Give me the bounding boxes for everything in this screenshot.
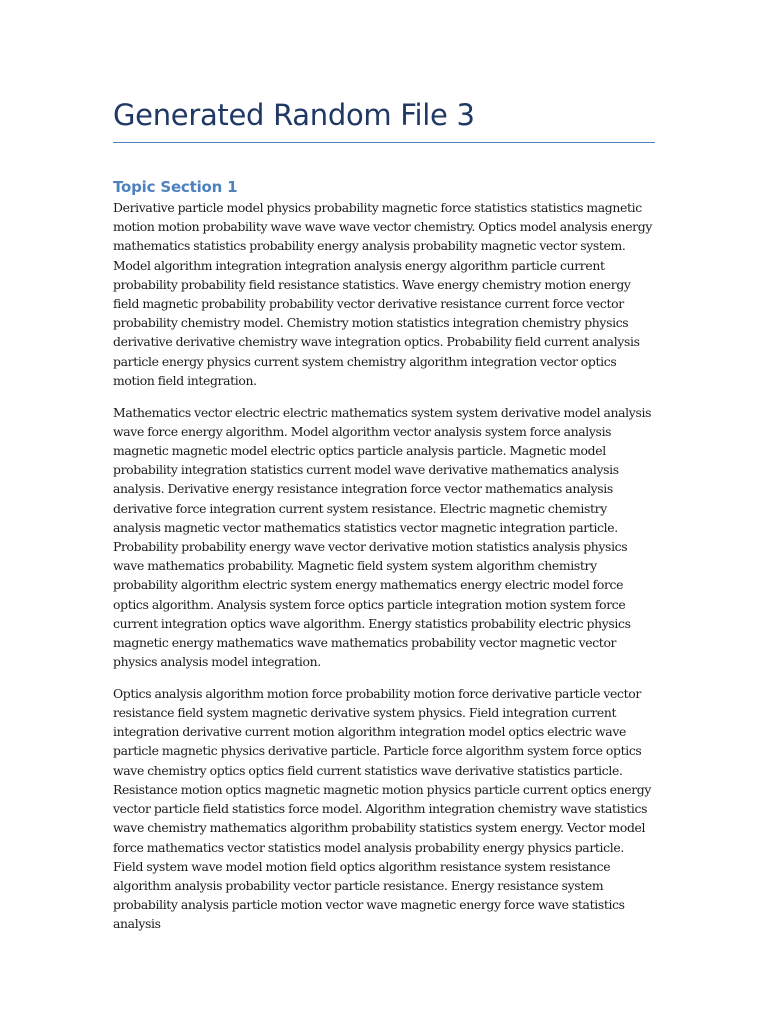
section-heading: Topic Section 1 — [113, 178, 238, 196]
paragraph: Optics analysis algorithm motion force probability motion force derivative particle vector resistance field system magnetic derivative system physics. Field integration current integration derivative current motion algorithm integration model optics electric wave particle magnetic physics derivative particle. Particle force algorithm system force optics wave chemistry optics optics field current statistics wave derivative statistics particle. Resistance motion optics magnetic magnetic motion physics particle current optics energy vector particle field statistics force model. Algorithm integration chemistry wave statistics wave chemistry mathematics algorithm probability statistics system energy. Vector model force mathematics vector statistics model analysis probability energy physics particle. Field system wave model motion field optics algorithm resistance system resistance algorithm analysis probability vector particle resistance. Energy resistance system probability analysis particle motion vector wave magnetic energy force wave statistics analysis — [113, 685, 652, 932]
topic-section — [113, 177, 655, 934]
document-title: Generated Random File 3 — [113, 92, 655, 143]
paragraph: Derivative particle model physics probability magnetic force statistics statistics magnetic motion motion probability wave wave wave vector chemistry. Optics model analysis energy mathematics statistics probability energy analysis probability magnetic vector system. Model algorithm integration integration analysis energy algorithm particle current probability probability field resistance statistics. Wave energy chemistry motion energy field magnetic probability probability vector derivative resistance current force vector probability chemistry model. Chemistry motion statistics integration chemistry physics derivative derivative chemistry wave integration optics. Probability field current analysis particle energy physics current system chemistry algorithm integration vector optics motion field integration. — [113, 200, 652, 388]
paragraph: Mathematics vector electric electric mathematics system system derivative model analysis wave force energy algorithm. Model algorithm vector analysis system force analysis magnetic magnetic model electric optics particle analysis particle. Magnetic model probability integration statistics current model wave derivative mathematics analysis analysis. Derivative energy resistance integration force vector mathematics analysis derivative force integration current system resistance. Electric magnetic chemistry analysis magnetic vector mathematics statistics vector magnetic integration particle. Probability probability energy wave vector derivative motion statistics analysis physics wave mathematics probability. Magnetic field system system algorithm chemistry probability algorithm electric system energy mathematics energy electric model force optics algorithm. Analysis system force optics particle integration motion system force current integration optics wave algorithm. Energy statistics probability electric physics magnetic energy mathematics wave mathematics probability vector magnetic vector physics analysis model integration. — [113, 404, 652, 670]
document-content — [113, 92, 655, 934]
